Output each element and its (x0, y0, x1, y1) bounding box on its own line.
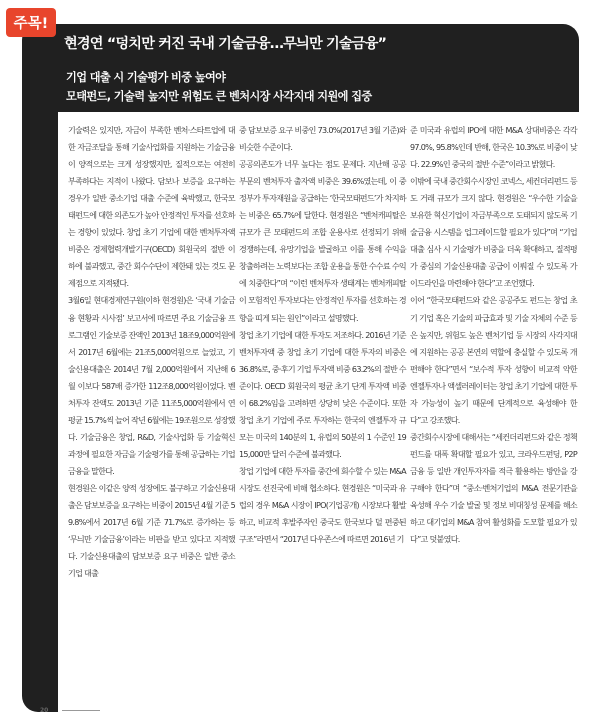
subheading-2: 모태펀드, 기술력 높지만 위험도 큰 벤처시장 사각지대 지원에 집중 (66, 90, 372, 103)
article-body (58, 112, 579, 712)
article-headline: 현경연 “덩치만 커진 국내 기술금융…무늬만 기술금융” (64, 36, 387, 52)
paragraph: 이밖에 국내 중간회수시장인 코넥스, 세컨더리펀드 등도 거래 규모가 크지 않다. 현경원은 “우수한 기술을 보유한 혁신기업이 자금부족으로 도태되지 않도록 기술금융 시스템을 업그레이드할 필요가 있다”며 “기업 대출 심사 시 기술평가 비중을 더욱 확대하고, 질적평가 중심의 기술신용대출 공급이 이뤄질 수 있도록 가이드라인을 마련해야 한다”고 조언했다. (410, 177, 577, 289)
paragraph: 현경원은 이같은 양적 성장에도 불구하고 기술신용대출은 담보보증을 요구하는 비중이 2015년 4월 기준 59.8%에서 2017년 6월 기준 71.7%로 증가하는 등 ‘무늬만 기술금융’이라는 비판을 받고 있다고 지적했다. 기술신용대출의 담보보증 요구 비중은 일반 중소기업 대출 (68, 483, 235, 579)
body-column-2 (239, 122, 406, 548)
page-number: 20 (40, 707, 49, 714)
paragraph: 준 미국과 유럽의 IPO에 대한 M&A 상대비중은 각각 97.0%, 95.8%인데 반해, 한국은 10.3%로 비중이 낮다. 22.9%인 중국의 절반 수준”이라고 밝혔다. (410, 126, 577, 170)
page-footer (40, 707, 580, 715)
paragraph: 창업 기업에 대한 투자를 중간에 회수할 수 있는 M&A 시장도 선진국에 비해 협소하다. 현경원은 “미국과 유럽의 경우 M&A 시장이 IPO(기업공개) 시장보다 활발하고, 비교적 후발주자인 중국도 한국보다 덜 편중된 구조”라면서 “2017년 다우존스에 따르면 2016년 기 (239, 466, 406, 545)
body-column-3 (410, 122, 577, 548)
attention-badge: 주목! (6, 8, 56, 37)
paragraph: 3월6일 현대경제연구원(이하 현경원)은 ‘국내 기술금융 현황과 시사점’ 보고서에 따르면 주요 기술금융 프로그램인 기술보증 잔액인 2013년 18조9,000억원에서 2017년 6월에는 21조5,000억원으로 늘었고, 기술신용대출은 2014년 7월 2,000억원에서 지난해 6월 이보다 587배 증가한 112조8,000억원이었다. 벤처투자 잔액도 2013년 기준 11조5,000억원에서 연평균 15.7%씩 늘어 작년 6월에는 19조원으로 성장했다. 기술금융은 창업, R&D, 기술사업화 등 기술혁신과정에 필요한 자금을 기술평가를 통해 공급하는 기업금융을 말한다. (68, 296, 235, 476)
paragraph: 기술력은 있지만, 자금이 부족한 벤처·스타트업에 대한 자금조달을 통해 기술사업화를 지원하는 기술금융이 양적으로는 크게 성장했지만, 질적으로는 여전히 부족하다는 지적이 나왔다. 담보나 보증을 요구하는 경우가 일반 중소기업 대출 수준에 육박했고, 한국모태펀드에 대한 의존도가 높아 안정적인 투자를 선호하는 경향이 있었다. 창업 초기 기업에 대한 벤처투자액 비중은 경제협력개발기구(OECD) 회원국의 절반 이하에 불과했고, 중간 회수수단이 제한돼 있는 것도 문제점으로 지적됐다. (68, 126, 235, 289)
article-subheadings (66, 68, 566, 106)
paragraph: 이어 “한국모태펀드와 같은 공공주도 펀드는 창업 초기 기업 혹은 기술의 파급효과 및 기술 자체의 수준 등은 높지만, 위험도 높은 벤처기업 등 시장의 사각지대에 지원하는 공공 본연의 역할에 충실할 수 있도록 개편해야 한다”면서 “보수적 투자 성향이 비교적 약한 엔젤투자나 액셀러레이터는 창업 초기 기업에 대한 투자 가능성이 높기 때문에 단계적으로 육성해야 한다”고 강조했다. (410, 296, 577, 425)
footer-rule (62, 710, 100, 711)
paragraph: 중간회수시장에 대해서는 “세컨더리펀드와 같은 정책 펀드를 대폭 확대할 필요가 있고, 크라우드펀딩, P2P 금융 등 일반 개인투자자를 적극 활용하는 방안을 강구해야 한다”며 “중소·벤처기업의 M&A 전문기관을 육성해 우수 기술 발굴 및 정보 비대칭성 문제를 해소하고 대기업의 M&A 참여 활성화를 도모할 필요가 있다”고 덧붙였다. (410, 432, 577, 545)
subheading-1: 기업 대출 시 기술평가 비중 높여야 (66, 71, 226, 84)
paragraph: 창업 초기 기업에 대한 투자도 저조하다. 2016년 기준 벤처투자액 중 창업 초기 기업에 대한 투자의 비중은 36.8%로, 중·후기 기업 투자액 비중 63.2%의 절반 수준이다. OECD 회원국의 평균 초기 단계 투자액 비중이 68.2%임을 고려하면 상당히 낮은 수준이다. 또한 창업 초기 기업에 주로 투자하는 한국의 엔젤투자 규모는 미국의 140분의 1, 유럽의 50분의 1 수준인 1915,000만 달러 수준에 불과했다. (239, 330, 406, 459)
paragraph: 공공의존도가 너무 높다는 점도 문제다. 지난해 공공부문의 벤처투자 출자액 비중은 39.6%였는데, 이 중 정부가 투자재원을 공급하는 ‘한국모태펀드’가 차지하는 비중은 65.7%에 달한다. 현경원은 “벤처캐피탈은 규모가 큰 모태펀드의 조합 운용사로 선정되기 위해 경쟁하는데, 유망기업을 발굴하고 이를 통해 수익을 창출하려는 노력보다는 조합 운용을 통한 수수료 수익에 치중한다”며 “이런 벤처투자 생태계는 벤처캐피탈이 모험적인 투자보다는 안정적인 투자를 선호하는 경향을 띠게 되는 원인”이라고 설명했다. (239, 160, 406, 323)
body-column-1 (68, 122, 235, 582)
paragraph: 중 담보보증 요구 비중인 73.0%(2017년 3월 기준)와 비슷한 수준이다. (239, 126, 406, 153)
